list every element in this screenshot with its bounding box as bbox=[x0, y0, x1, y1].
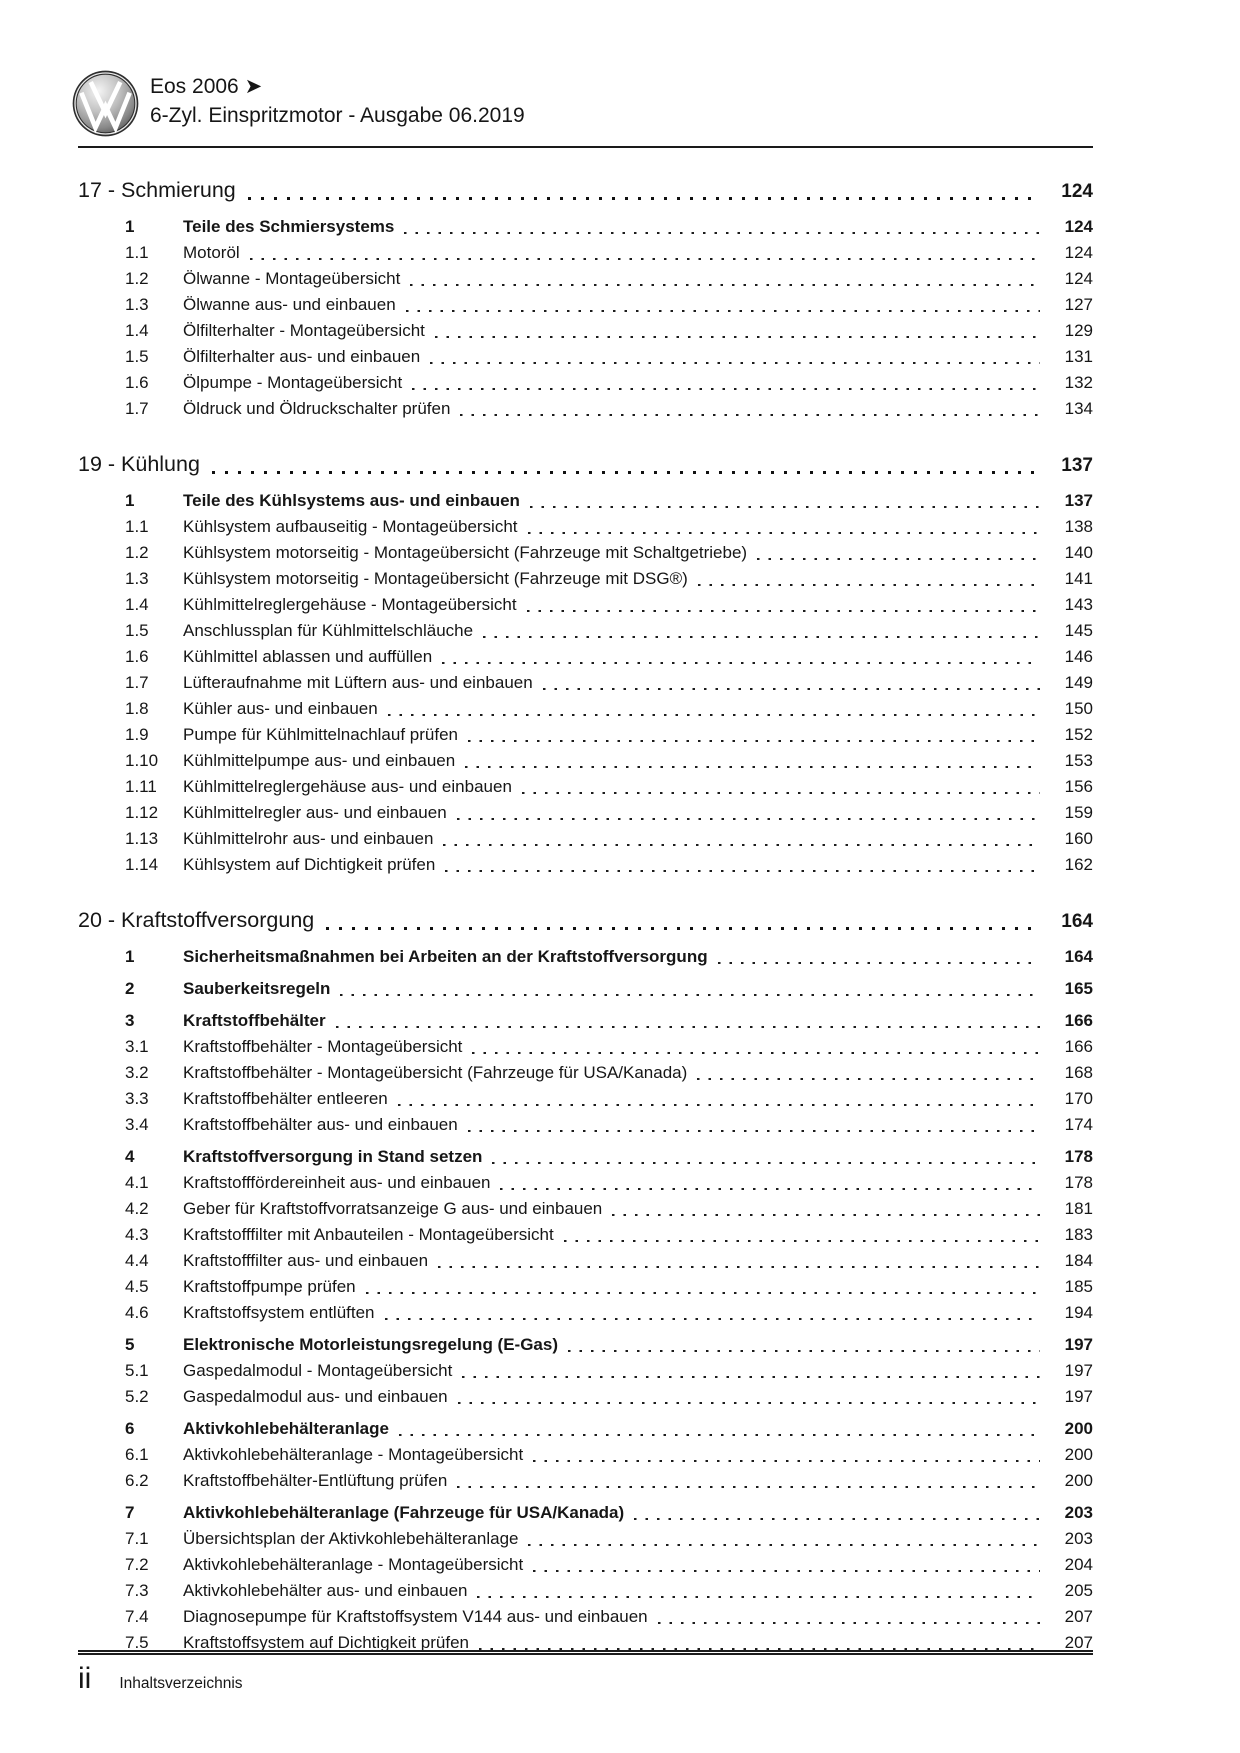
entry-number: 7.3 bbox=[125, 1581, 149, 1600]
entry-page-number: 174 bbox=[1064, 1115, 1093, 1134]
dot-leader-icon bbox=[412, 388, 1040, 390]
entry-title: Übersichtsplan der Aktivkohlebehälteranlage bbox=[183, 1529, 519, 1548]
dot-leader-icon bbox=[698, 584, 1040, 586]
toc-entry-row[interactable] bbox=[78, 1170, 1093, 1196]
entry-page-number: 181 bbox=[1064, 1199, 1093, 1218]
entry-page-number: 124 bbox=[1064, 269, 1093, 288]
entry-number: 1.7 bbox=[125, 673, 149, 692]
dot-leader-icon bbox=[336, 1026, 1040, 1028]
dot-leader-icon bbox=[757, 558, 1040, 560]
entry-page-number: 143 bbox=[1064, 595, 1093, 614]
dot-leader-icon bbox=[462, 1376, 1040, 1378]
toc-entry-row[interactable] bbox=[78, 292, 1093, 318]
toc bbox=[78, 148, 1093, 1656]
entry-title: Kühlmittelregler aus- und einbauen bbox=[183, 803, 447, 822]
chapter-page-number: 124 bbox=[1061, 181, 1093, 202]
dot-leader-icon bbox=[468, 740, 1040, 742]
toc-entry-row[interactable] bbox=[78, 240, 1093, 266]
entry-page-number: 129 bbox=[1064, 321, 1093, 340]
toc-entry-row[interactable] bbox=[78, 1086, 1093, 1112]
toc-chapter-row[interactable] bbox=[78, 448, 1093, 482]
toc-entry-row[interactable] bbox=[78, 826, 1093, 852]
dot-leader-icon bbox=[527, 610, 1040, 612]
entry-page-number: 185 bbox=[1064, 1277, 1093, 1296]
dot-leader-icon bbox=[443, 844, 1040, 846]
entry-page-number: 184 bbox=[1064, 1251, 1093, 1270]
toc-entry-row[interactable] bbox=[78, 344, 1093, 370]
toc-entry-row[interactable] bbox=[78, 1526, 1093, 1552]
entry-title: Sicherheitsmaßnahmen bei Arbeiten an der Kraftstoffversorgung bbox=[183, 947, 708, 966]
toc-entry-row[interactable] bbox=[78, 514, 1093, 540]
dot-leader-icon bbox=[522, 792, 1040, 794]
entry-page-number: 207 bbox=[1064, 1633, 1093, 1652]
entry-number: 4 bbox=[125, 1147, 135, 1166]
toc-entry-row[interactable] bbox=[78, 566, 1093, 592]
entry-title: Lüfteraufnahme mit Lüftern aus- und einbauen bbox=[183, 673, 533, 692]
entry-title: Kraftstoffbehälter - Montageübersicht (Fahrzeuge für USA/Kanada) bbox=[183, 1063, 688, 1082]
entry-number: 3 bbox=[125, 1011, 135, 1030]
dot-leader-icon bbox=[528, 532, 1040, 534]
dot-leader-icon bbox=[445, 870, 1040, 872]
entry-title: Kraftstoffbehälter-Entlüftung prüfen bbox=[183, 1471, 448, 1490]
toc-chapter bbox=[78, 448, 1093, 878]
entry-title: Kühlmittelreglergehäuse aus- und einbauen bbox=[183, 777, 512, 796]
toc-chapter-row[interactable] bbox=[78, 174, 1093, 208]
entry-number: 4.6 bbox=[125, 1303, 149, 1322]
entry-page-number: 197 bbox=[1064, 1361, 1093, 1380]
entry-title: Kühlsystem auf Dichtigkeit prüfen bbox=[183, 855, 436, 874]
chapter-title: 19 - Kühlung bbox=[78, 452, 200, 476]
toc-entry-row[interactable] bbox=[78, 1500, 1093, 1526]
entry-number: 1 bbox=[125, 947, 135, 966]
entry-page-number: 203 bbox=[1064, 1529, 1093, 1548]
entry-title: Teile des Kühlsystems aus- und einbauen bbox=[183, 491, 520, 510]
toc-entry-row[interactable] bbox=[78, 1578, 1093, 1604]
entry-number: 5 bbox=[125, 1335, 135, 1354]
dot-leader-icon bbox=[250, 258, 1040, 260]
entry-number: 1.12 bbox=[125, 803, 159, 822]
dot-leader-icon bbox=[458, 1402, 1040, 1404]
entry-title: Elektronische Motorleistungsregelung (E-Gas) bbox=[183, 1335, 559, 1354]
entry-title: Aktivkohlebehälteranlage (Fahrzeuge für USA/Kanada) bbox=[183, 1503, 625, 1522]
entry-number: 2 bbox=[125, 979, 135, 998]
toc-chapter-row[interactable] bbox=[78, 904, 1093, 938]
toc-entry-row[interactable] bbox=[78, 644, 1093, 670]
entry-title: Öldruck und Öldruckschalter prüfen bbox=[183, 399, 451, 418]
entry-page-number: 131 bbox=[1064, 347, 1093, 366]
entry-title: Kraftstoffbehälter - Montageübersicht bbox=[183, 1037, 463, 1056]
toc-entry-row[interactable] bbox=[78, 1358, 1093, 1384]
toc-entry-row[interactable] bbox=[78, 696, 1093, 722]
dot-leader-icon bbox=[385, 1318, 1041, 1320]
header-subtitle: 6-Zyl. Einspritzmotor - Ausgabe 06.2019 bbox=[150, 104, 525, 127]
dot-leader-icon bbox=[442, 662, 1040, 664]
entry-page-number: 149 bbox=[1064, 673, 1093, 692]
entry-page-number: 127 bbox=[1064, 295, 1093, 314]
entry-number: 1 bbox=[125, 491, 135, 510]
dot-leader-icon bbox=[366, 1292, 1040, 1294]
entry-title: Ölpumpe - Montageübersicht bbox=[183, 373, 403, 392]
dot-leader-icon bbox=[528, 1544, 1040, 1546]
toc-entry-row[interactable] bbox=[78, 852, 1093, 878]
toc-entry-row[interactable] bbox=[78, 1144, 1093, 1170]
toc-entry-row[interactable] bbox=[78, 1060, 1093, 1086]
toc-entry-row[interactable] bbox=[78, 944, 1093, 970]
toc-entry-row[interactable] bbox=[78, 976, 1093, 1002]
entry-number: 1.5 bbox=[125, 621, 149, 640]
entry-number: 6.1 bbox=[125, 1445, 149, 1464]
chapter-page-number: 164 bbox=[1061, 911, 1093, 932]
chapter-title: 17 - Schmierung bbox=[78, 178, 236, 202]
chapter-page-number: 137 bbox=[1061, 455, 1093, 476]
toc-entry-row[interactable] bbox=[78, 1468, 1093, 1494]
entry-title: Ölwanne aus- und einbauen bbox=[183, 295, 396, 314]
dot-leader-icon bbox=[460, 414, 1040, 416]
entry-title: Ölfilterhalter - Montageübersicht bbox=[183, 321, 425, 340]
entry-title: Ölfilterhalter aus- und einbauen bbox=[183, 347, 421, 366]
entry-title: Pumpe für Kühlmittelnachlauf prüfen bbox=[183, 725, 458, 744]
entry-page-number: 207 bbox=[1064, 1607, 1093, 1626]
dot-leader-icon bbox=[435, 336, 1040, 338]
entry-number: 7.2 bbox=[125, 1555, 149, 1574]
dot-leader-icon bbox=[634, 1518, 1040, 1520]
entry-title: Kraftstoffbehälter entleeren bbox=[183, 1089, 388, 1108]
entry-number: 4.1 bbox=[125, 1173, 149, 1192]
entry-number: 1.3 bbox=[125, 569, 149, 588]
entry-page-number: 200 bbox=[1064, 1419, 1093, 1438]
dot-leader-icon bbox=[398, 1104, 1040, 1106]
entry-page-number: 178 bbox=[1064, 1147, 1093, 1166]
toc-entry-row[interactable] bbox=[78, 214, 1093, 240]
entry-page-number: 197 bbox=[1064, 1335, 1093, 1354]
entry-page-number: 168 bbox=[1064, 1063, 1093, 1082]
entry-title: Kraftstoffsystem entlüften bbox=[183, 1303, 375, 1322]
dot-leader-icon bbox=[477, 1596, 1040, 1598]
dot-leader-icon bbox=[543, 688, 1040, 690]
dot-leader-icon bbox=[468, 1130, 1040, 1132]
entry-title: Kraftstoffpumpe prüfen bbox=[183, 1277, 356, 1296]
dot-leader-icon bbox=[483, 636, 1040, 638]
entry-page-number: 164 bbox=[1064, 947, 1093, 966]
entry-page-number: 132 bbox=[1064, 373, 1093, 392]
dot-leader-icon bbox=[404, 232, 1040, 234]
toc-entry-row[interactable] bbox=[78, 722, 1093, 748]
entry-number: 7.1 bbox=[125, 1529, 149, 1548]
entry-title: Aktivkohlebehälter aus- und einbauen bbox=[183, 1581, 468, 1600]
entry-number: 1.4 bbox=[125, 321, 149, 340]
entry-title: Kraftstofffilter aus- und einbauen bbox=[183, 1251, 429, 1270]
entry-title: Ölwanne - Montageübersicht bbox=[183, 269, 401, 288]
dot-leader-icon bbox=[438, 1266, 1040, 1268]
entry-title: Kühlsystem aufbauseitig - Montageübersicht bbox=[183, 517, 518, 536]
toc-entry-row[interactable] bbox=[78, 1222, 1093, 1248]
dot-leader-icon bbox=[718, 962, 1040, 964]
entry-number: 5.1 bbox=[125, 1361, 149, 1380]
toc-entry-row[interactable] bbox=[78, 1416, 1093, 1442]
entry-title: Kühlmittel ablassen und auffüllen bbox=[183, 647, 433, 666]
toc-entry-row[interactable] bbox=[78, 1112, 1093, 1138]
entry-number: 4.5 bbox=[125, 1277, 149, 1296]
entry-number: 7 bbox=[125, 1503, 135, 1522]
entry-page-number: 150 bbox=[1064, 699, 1093, 718]
entry-number: 6 bbox=[125, 1419, 135, 1438]
entry-title: Kraftstofffördereinheit aus- und einbauen bbox=[183, 1173, 491, 1192]
entry-number: 1.10 bbox=[125, 751, 159, 770]
dot-leader-icon bbox=[212, 471, 1041, 474]
toc-chapter bbox=[78, 174, 1093, 422]
toc-entry-row[interactable] bbox=[78, 1274, 1093, 1300]
entry-title: Motoröl bbox=[183, 243, 240, 262]
entry-title: Aktivkohlebehälteranlage - Montageübersicht bbox=[183, 1445, 524, 1464]
entry-number: 1.9 bbox=[125, 725, 149, 744]
entry-page-number: 203 bbox=[1064, 1503, 1093, 1522]
entry-title: Kraftstoffversorgung in Stand setzen bbox=[183, 1147, 483, 1166]
page-footer bbox=[78, 1650, 1093, 1694]
vw-logo-icon bbox=[72, 70, 139, 137]
toc-entry-row[interactable] bbox=[78, 592, 1093, 618]
entry-title: Kraftstoffbehälter aus- und einbauen bbox=[183, 1115, 458, 1134]
toc-entry-row[interactable] bbox=[78, 800, 1093, 826]
page-header bbox=[78, 0, 1093, 148]
toc-entry-row[interactable] bbox=[78, 1300, 1093, 1326]
dot-leader-icon bbox=[564, 1240, 1040, 1242]
footer-page-number: ii bbox=[78, 1662, 92, 1695]
entry-number: 1.13 bbox=[125, 829, 159, 848]
entry-number: 6.2 bbox=[125, 1471, 149, 1490]
entry-page-number: 194 bbox=[1064, 1303, 1093, 1322]
toc-entry-row[interactable] bbox=[78, 1604, 1093, 1630]
entry-number: 1.6 bbox=[125, 647, 149, 666]
entry-page-number: 205 bbox=[1064, 1581, 1093, 1600]
dot-leader-icon bbox=[658, 1622, 1040, 1624]
toc-entry-row[interactable] bbox=[78, 266, 1093, 292]
toc-entry-row[interactable] bbox=[78, 618, 1093, 644]
entry-page-number: 141 bbox=[1064, 569, 1093, 588]
entry-page-number: 170 bbox=[1064, 1089, 1093, 1108]
dot-leader-icon bbox=[533, 1460, 1040, 1462]
dot-leader-icon bbox=[388, 714, 1040, 716]
entry-title: Kühlmittelreglergehäuse - Montageübersicht bbox=[183, 595, 517, 614]
dot-leader-icon bbox=[326, 927, 1041, 930]
entry-title: Gaspedalmodul aus- und einbauen bbox=[183, 1387, 448, 1406]
dot-leader-icon bbox=[248, 197, 1041, 200]
header-model-title: Eos 2006 ➤ bbox=[150, 75, 263, 98]
entry-number: 3.1 bbox=[125, 1037, 149, 1056]
entry-number: 1.6 bbox=[125, 373, 149, 392]
entry-number: 3.4 bbox=[125, 1115, 149, 1134]
entry-title: Anschlussplan für Kühlmittelschläuche bbox=[183, 621, 474, 640]
dot-leader-icon bbox=[500, 1188, 1040, 1190]
entry-page-number: 156 bbox=[1064, 777, 1093, 796]
dot-leader-icon bbox=[533, 1570, 1040, 1572]
dot-leader-icon bbox=[457, 818, 1040, 820]
dot-leader-icon bbox=[399, 1434, 1040, 1436]
entry-title: Aktivkohlebehälteranlage - Montageübersicht bbox=[183, 1555, 524, 1574]
entry-page-number: 140 bbox=[1064, 543, 1093, 562]
toc-entry-row[interactable] bbox=[78, 396, 1093, 422]
toc-entry-row[interactable] bbox=[78, 1384, 1093, 1410]
entry-page-number: 138 bbox=[1064, 517, 1093, 536]
dot-leader-icon bbox=[430, 362, 1040, 364]
entry-title: Sauberkeitsregeln bbox=[183, 979, 331, 998]
entry-page-number: 159 bbox=[1064, 803, 1093, 822]
entry-page-number: 137 bbox=[1064, 491, 1093, 510]
entry-title: Gaspedalmodul - Montageübersicht bbox=[183, 1361, 453, 1380]
entry-page-number: 160 bbox=[1064, 829, 1093, 848]
toc-entry-row[interactable] bbox=[78, 1008, 1093, 1034]
entry-title: Kühlsystem motorseitig - Montageübersicht (Fahrzeuge mit Schaltgetriebe) bbox=[183, 543, 748, 562]
entry-title: Diagnosepumpe für Kraftstoffsystem V144 aus- und einbauen bbox=[183, 1607, 648, 1626]
toc-entry-row[interactable] bbox=[78, 1332, 1093, 1358]
toc-entry-row[interactable] bbox=[78, 1196, 1093, 1222]
entry-page-number: 124 bbox=[1064, 217, 1093, 236]
entry-number: 1.1 bbox=[125, 243, 149, 262]
entry-title: Kühlmittelpumpe aus- und einbauen bbox=[183, 751, 456, 770]
entry-number: 4.4 bbox=[125, 1251, 149, 1270]
entry-page-number: 183 bbox=[1064, 1225, 1093, 1244]
entry-title: Geber für Kraftstoffvorratsanzeige G aus- und einbauen bbox=[183, 1199, 603, 1218]
entry-number: 1.7 bbox=[125, 399, 149, 418]
entry-page-number: 166 bbox=[1064, 1011, 1093, 1030]
entry-title: Kraftstofffilter mit Anbauteilen - Montageübersicht bbox=[183, 1225, 554, 1244]
entry-title: Kraftstoffsystem auf Dichtigkeit prüfen bbox=[183, 1633, 469, 1652]
entry-number: 1.3 bbox=[125, 295, 149, 314]
dot-leader-icon bbox=[472, 1052, 1040, 1054]
dot-leader-icon bbox=[410, 284, 1040, 286]
entry-title: Kraftstoffbehälter bbox=[183, 1011, 326, 1030]
toc-chapter bbox=[78, 904, 1093, 1656]
entry-number: 1.5 bbox=[125, 347, 149, 366]
entry-number: 1.4 bbox=[125, 595, 149, 614]
toc-entry-row[interactable] bbox=[78, 670, 1093, 696]
entry-number: 1.1 bbox=[125, 517, 149, 536]
entry-page-number: 200 bbox=[1064, 1471, 1093, 1490]
entry-title: Kühlsystem motorseitig - Montageübersicht (Fahrzeuge mit DSG®) bbox=[183, 569, 688, 588]
entry-number: 7.5 bbox=[125, 1633, 149, 1652]
entry-page-number: 178 bbox=[1064, 1173, 1093, 1192]
toc-entry-row[interactable] bbox=[78, 1034, 1093, 1060]
entry-page-number: 152 bbox=[1064, 725, 1093, 744]
dot-leader-icon bbox=[697, 1078, 1040, 1080]
entry-number: 1.2 bbox=[125, 543, 149, 562]
toc-entry-row[interactable] bbox=[78, 774, 1093, 800]
entry-page-number: 166 bbox=[1064, 1037, 1093, 1056]
entry-page-number: 153 bbox=[1064, 751, 1093, 770]
entry-page-number: 200 bbox=[1064, 1445, 1093, 1464]
toc-entry-row[interactable] bbox=[78, 1552, 1093, 1578]
toc-entry-row[interactable] bbox=[78, 540, 1093, 566]
entry-number: 5.2 bbox=[125, 1387, 149, 1406]
entry-page-number: 165 bbox=[1064, 979, 1093, 998]
entry-page-number: 146 bbox=[1064, 647, 1093, 666]
entry-page-number: 204 bbox=[1064, 1555, 1093, 1574]
entry-number: 1.14 bbox=[125, 855, 159, 874]
entry-title: Kühlmittelrohr aus- und einbauen bbox=[183, 829, 434, 848]
toc-entry-row[interactable] bbox=[78, 748, 1093, 774]
entry-title: Teile des Schmiersystems bbox=[183, 217, 395, 236]
toc-entry-row[interactable] bbox=[78, 1442, 1093, 1468]
toc-entry-row[interactable] bbox=[78, 318, 1093, 344]
entry-number: 4.3 bbox=[125, 1225, 149, 1244]
dot-leader-icon bbox=[465, 766, 1040, 768]
entry-number: 3.2 bbox=[125, 1063, 149, 1082]
toc-entry-row[interactable] bbox=[78, 370, 1093, 396]
entry-number: 3.3 bbox=[125, 1089, 149, 1108]
entry-title: Aktivkohlebehälteranlage bbox=[183, 1419, 389, 1438]
entry-page-number: 134 bbox=[1064, 399, 1093, 418]
entry-number: 4.2 bbox=[125, 1199, 149, 1218]
entry-page-number: 162 bbox=[1064, 855, 1093, 874]
dot-leader-icon bbox=[457, 1486, 1040, 1488]
entry-number: 7.4 bbox=[125, 1607, 149, 1626]
dot-leader-icon bbox=[492, 1162, 1040, 1164]
dot-leader-icon bbox=[406, 310, 1040, 312]
toc-entry-row[interactable] bbox=[78, 1248, 1093, 1274]
chapter-title: 20 - Kraftstoffversorgung bbox=[78, 908, 315, 932]
dot-leader-icon bbox=[530, 506, 1040, 508]
footer-label: Inhaltsverzeichnis bbox=[119, 1675, 243, 1692]
entry-number: 1 bbox=[125, 217, 135, 236]
entry-page-number: 145 bbox=[1064, 621, 1093, 640]
dot-leader-icon bbox=[340, 994, 1040, 996]
entry-page-number: 197 bbox=[1064, 1387, 1093, 1406]
dot-leader-icon bbox=[612, 1214, 1040, 1216]
toc-entry-row[interactable] bbox=[78, 488, 1093, 514]
dot-leader-icon bbox=[568, 1350, 1040, 1352]
entry-page-number: 124 bbox=[1064, 243, 1093, 262]
entry-number: 1.8 bbox=[125, 699, 149, 718]
entry-number: 1.11 bbox=[125, 777, 157, 796]
entry-title: Kühler aus- und einbauen bbox=[183, 699, 378, 718]
entry-number: 1.2 bbox=[125, 269, 149, 288]
